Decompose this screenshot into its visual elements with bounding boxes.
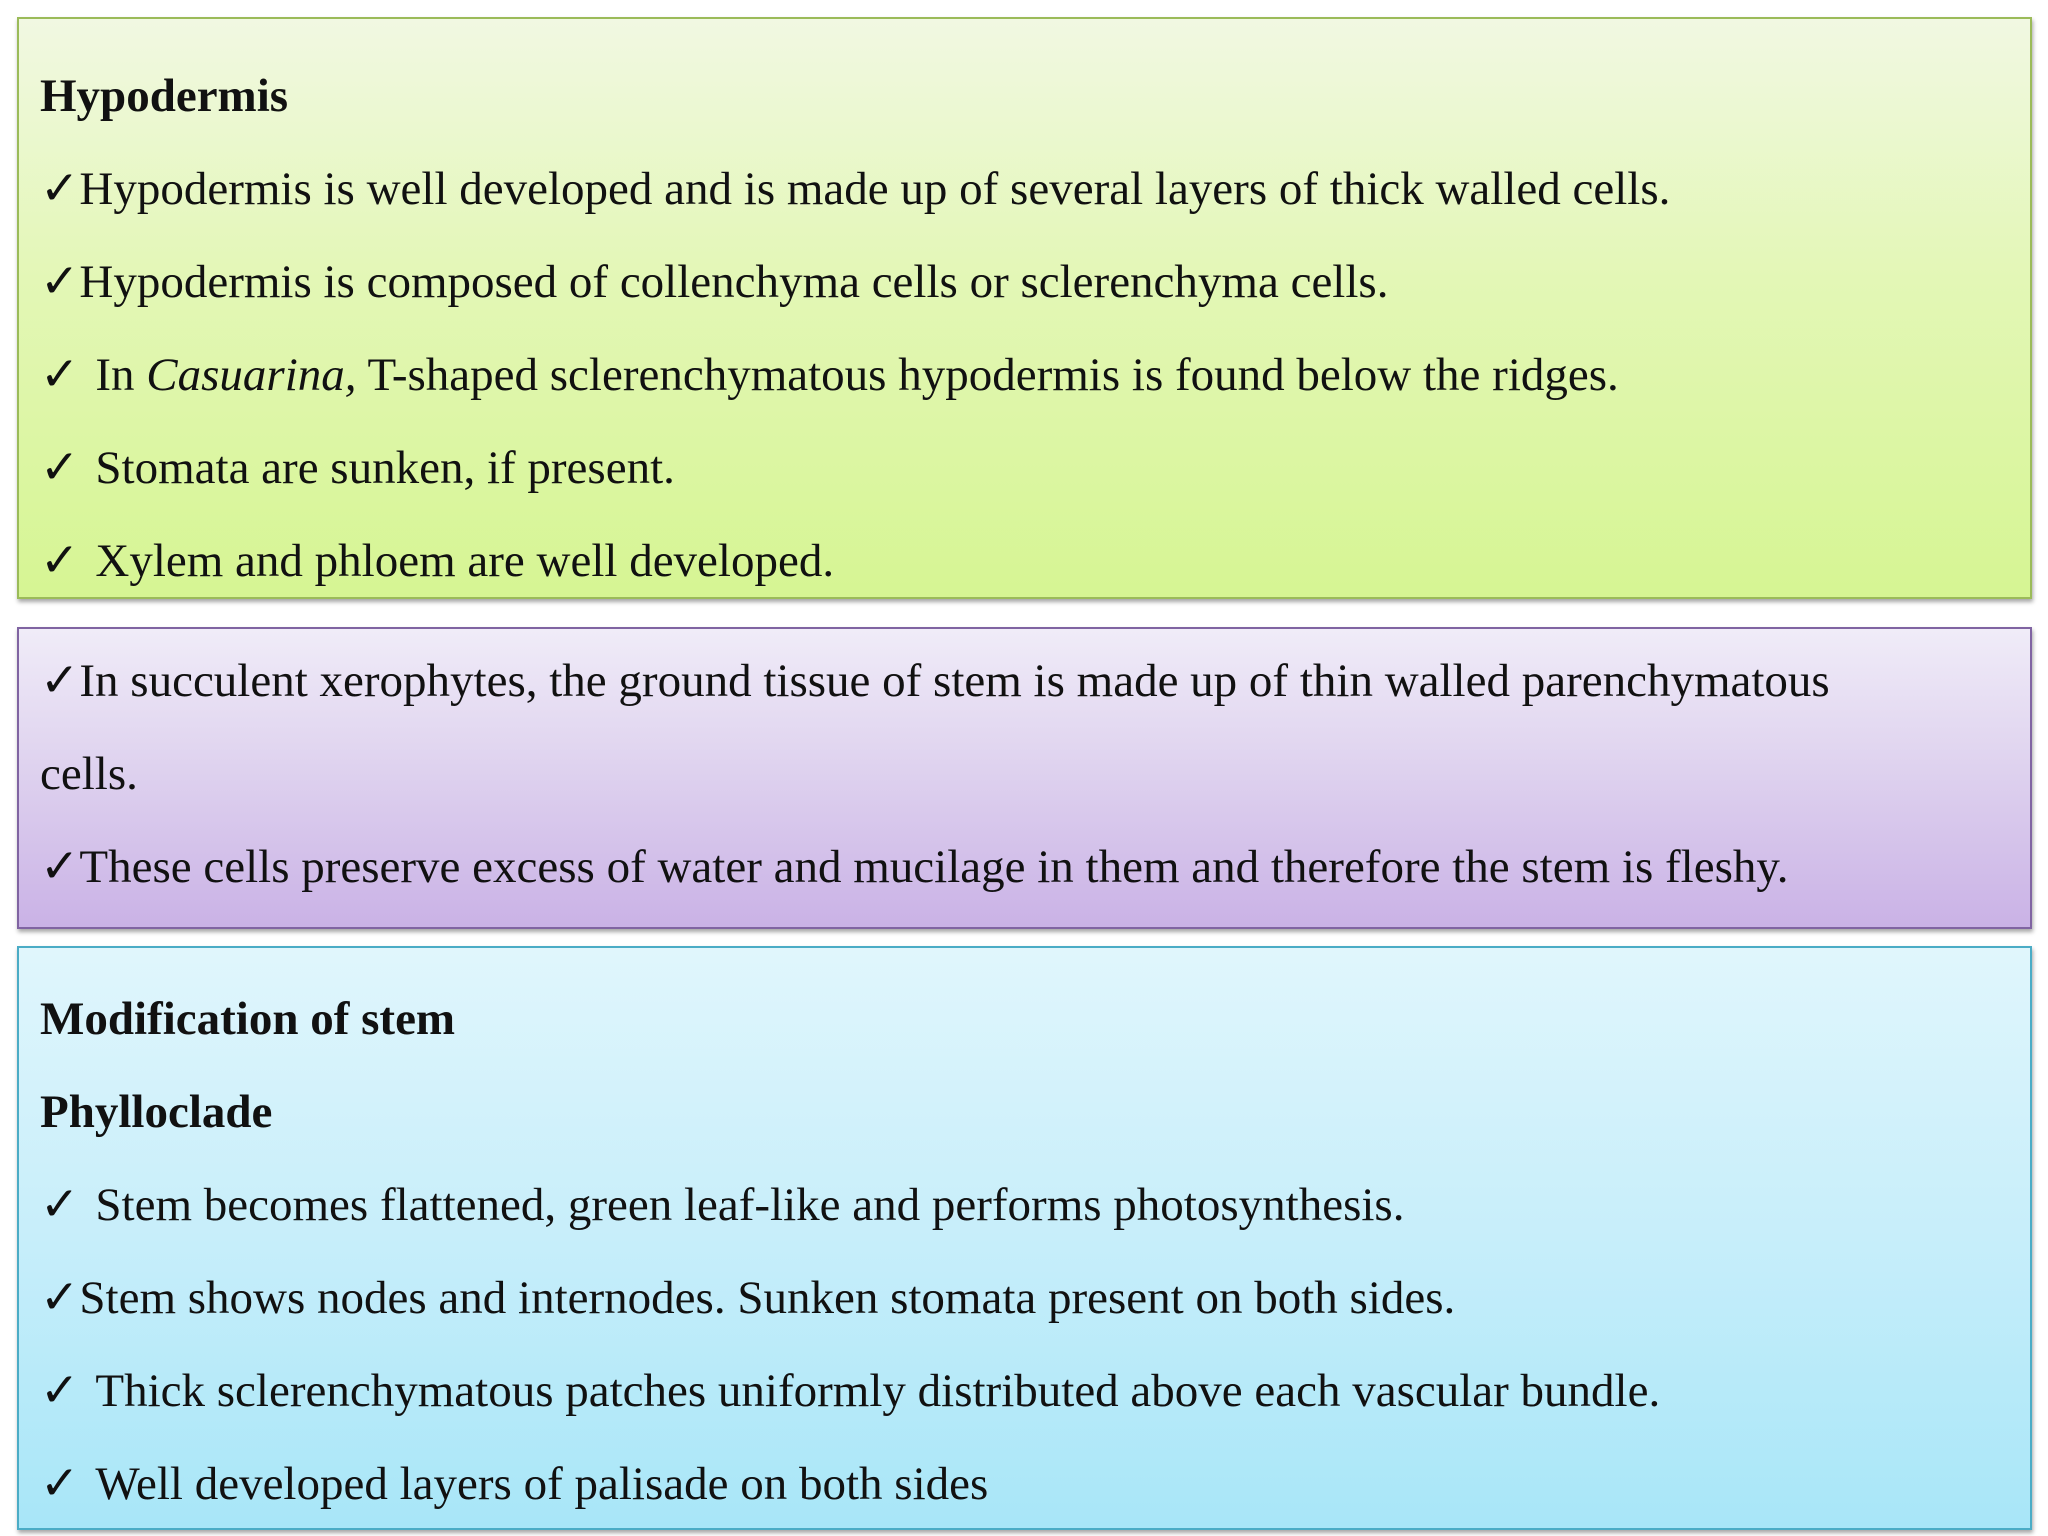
hypodermis-item-3: ✓ In Casuarina, T-shaped sclerenchymatous hypodermis is found below the ridges. [40,345,2020,405]
check-icon: ✓ [40,442,80,494]
modification-panel [17,946,2032,1530]
succulent-panel [17,627,2032,929]
check-icon: ✓ [40,163,80,215]
hypodermis-item-5: ✓ Xylem and phloem are well developed. [40,531,2020,591]
modification-item-3: ✓ Thick sclerenchymatous patches uniformly distributed above each vascular bundle. [40,1361,2020,1421]
hypodermis-panel [17,17,2032,599]
succulent-item-2: ✓These cells preserve excess of water and mucilage in them and therefore the stem is fleshy. [40,837,2020,897]
check-icon: ✓ [40,1179,80,1231]
succulent-item-1: ✓In succulent xerophytes, the ground tissue of stem is made up of thin walled parenchymatous [40,651,2020,711]
check-icon: ✓ [40,655,80,707]
check-icon: ✓ [40,256,80,308]
check-icon: ✓ [40,841,80,893]
succulent-item-1-continued: cells. [40,748,138,800]
hypodermis-item-4: ✓ Stomata are sunken, if present. [40,438,2020,498]
check-icon: ✓ [40,535,80,587]
modification-item-2: ✓Stem shows nodes and internodes. Sunken stomata present on both sides. [40,1268,2020,1328]
hypodermis-heading: Hypodermis [40,70,289,122]
modification-item-4: ✓ Well developed layers of palisade on both sides [40,1454,2020,1514]
genus-name: Casuarina, [146,349,357,401]
modification-item-1: ✓ Stem becomes flattened, green leaf-like and performs photosynthesis. [40,1175,2020,1235]
check-icon: ✓ [40,349,80,401]
modification-heading: Modification of stem [40,993,456,1045]
hypodermis-item-1: ✓Hypodermis is well developed and is made up of several layers of thick walled cells. [40,159,2020,219]
hypodermis-item-2: ✓Hypodermis is composed of collenchyma cells or sclerenchyma cells. [40,252,2020,312]
check-icon: ✓ [40,1458,80,1510]
phylloclade-subheading: Phylloclade [40,1086,273,1138]
check-icon: ✓ [40,1272,80,1324]
check-icon: ✓ [40,1365,80,1417]
